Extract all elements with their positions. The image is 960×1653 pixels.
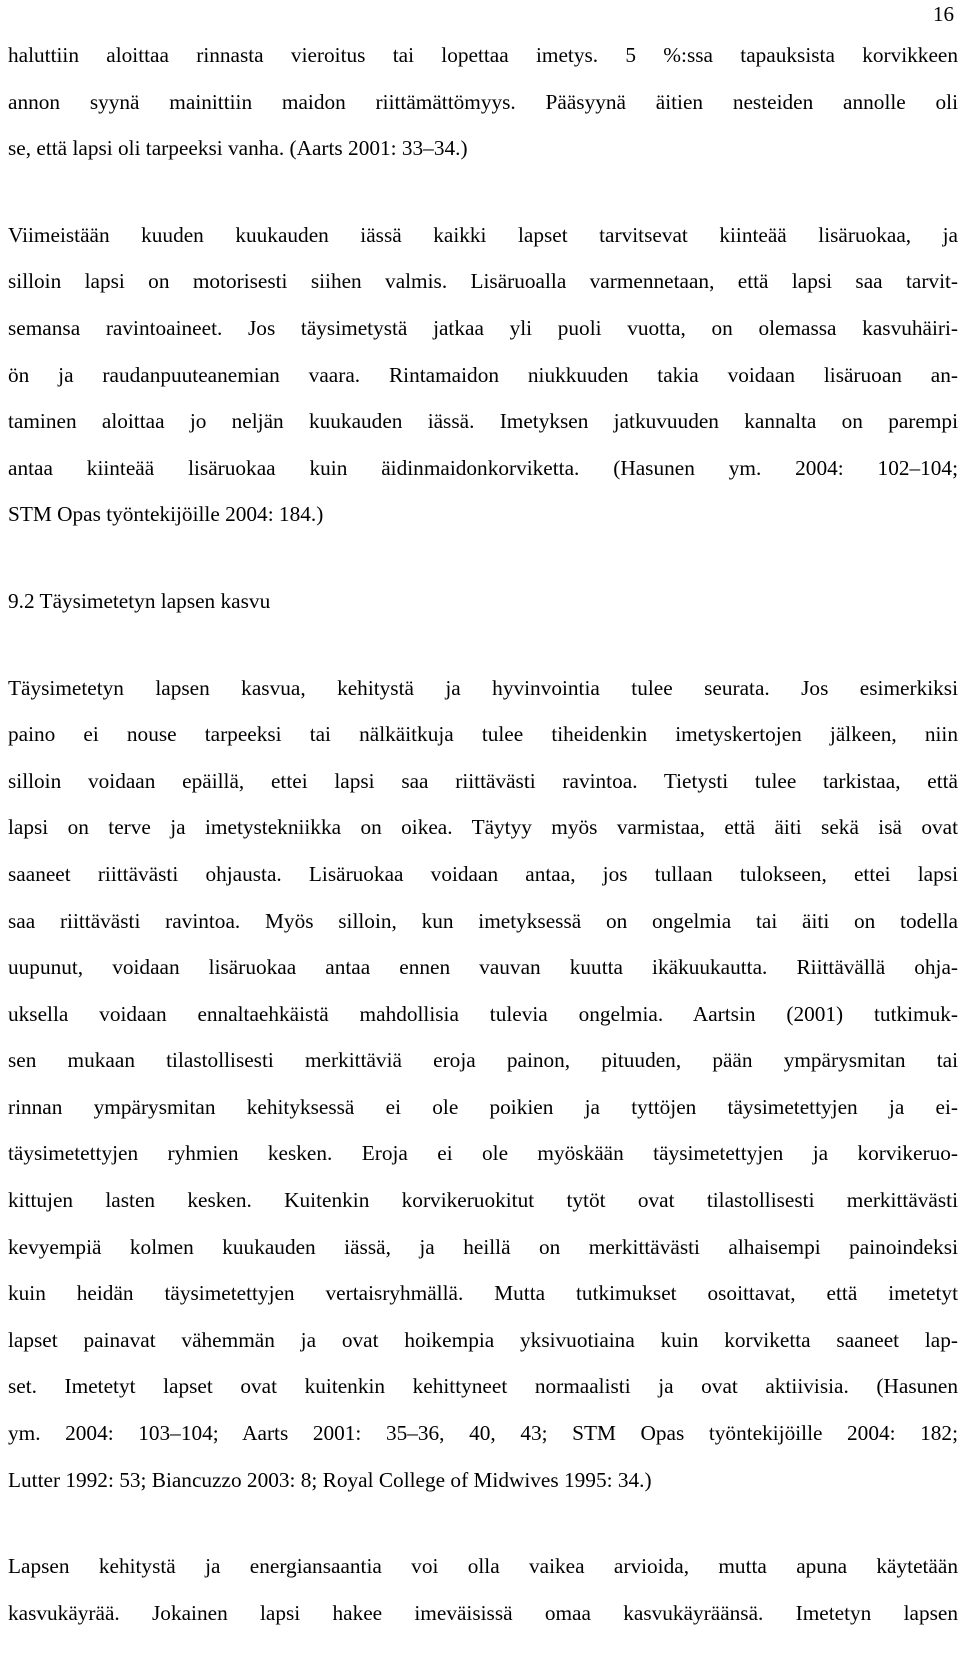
text-line: ym. 2004: 103–104; Aarts 2001: 35–36, 40, 43; STM Opas työntekijöille 2004: 182; bbox=[8, 1421, 958, 1446]
text-line: täysimetettyjen ryhmien kesken. Eroja ei ole myöskään täysimetettyjen ja korvikeruo- bbox=[8, 1141, 958, 1166]
text-line: kasvukäyrää. Jokainen lapsi hakee imeväisissä omaa kasvukäyräänsä. Imetetyn lapsen bbox=[8, 1600, 958, 1625]
text-line: kuin heidän täysimetettyjen vertaisryhmällä. Mutta tutkimukset osoittavat, että imetetyt bbox=[8, 1281, 958, 1306]
text-line: lapsi on terve ja imetystekniikka on oikea. Täytyy myös varmistaa, että äiti sekä isä ovat bbox=[8, 815, 958, 840]
text-line: haluttiin aloittaa rinnasta vieroitus tai lopettaa imetys. 5 %:ssa tapauksista korvikkeen bbox=[8, 43, 958, 67]
text-line: kittujen lasten kesken. Kuitenkin korvikeruokitut tytöt ovat tilastollisesti merkittävästi bbox=[8, 1188, 958, 1213]
text-line: set. Imetetyt lapset ovat kuitenkin kehittyneet normaalisti ja ovat aktiivisia. (Hasunen bbox=[8, 1374, 958, 1399]
document-body bbox=[8, 32, 958, 1636]
text-line: annon syynä mainittiin maidon riittämättömyys. Pääsyynä äitien nesteiden annolle oli bbox=[8, 89, 958, 114]
paragraph-spacer bbox=[8, 538, 958, 578]
text-line: uksella voidaan ennaltaehkäistä mahdollisia tulevia ongelmia. Aartsin (2001) tutkimuk- bbox=[8, 1001, 958, 1026]
text-line: sen mukaan tilastollisesti merkittäviä eroja painon, pituuden, pään ympärysmitan tai bbox=[8, 1048, 958, 1073]
text-line: semansa ravintoaineet. Jos täysimetystä jatkaa yli puoli vuotta, on olemassa kasvuhäiri- bbox=[8, 315, 958, 340]
paragraph-breastfeeding-reasons bbox=[8, 32, 958, 172]
text-line: silloin lapsi on motorisesti siihen valmis. Lisäruoalla varmennetaan, että lapsi saa tarvit- bbox=[8, 269, 958, 294]
text-line: uupunut, voidaan lisäruokaa antaa ennen vauvan kuutta ikäkuukautta. Riittävällä ohja- bbox=[8, 955, 958, 980]
text-line: Lapsen kehitystä ja energiansaantia voi olla vaikea arvioida, mutta apuna käytetään bbox=[8, 1554, 958, 1579]
paragraph-growth bbox=[8, 665, 958, 1504]
page-number: 16 bbox=[933, 2, 954, 26]
text-line: Täysimetetyn lapsen kasvua, kehitystä ja hyvinvointia tulee seurata. Jos esimerkiksi bbox=[8, 675, 958, 700]
text-line: taminen aloittaa jo neljän kuukauden iässä. Imetyksen jatkuvuuden kannalta on parempi bbox=[8, 409, 958, 434]
text-line: saa riittävästi ravintoa. Myös silloin, kun imetyksessä on ongelmia tai äiti on todella bbox=[8, 908, 958, 933]
text-line: rinnan ympärysmitan kehityksessä ei ole poikien ja tyttöjen täysimetettyjen ja ei- bbox=[8, 1094, 958, 1119]
text-line: saaneet riittävästi ohjausta. Lisäruokaa voidaan antaa, jos tullaan tulokseen, ettei lapsi bbox=[8, 861, 958, 886]
paragraph-spacer bbox=[8, 1503, 958, 1543]
paragraph-spacer bbox=[8, 625, 958, 665]
text-line: silloin voidaan epäillä, ettei lapsi saa riittävästi ravintoa. Tietysti tulee tarkistaa, että bbox=[8, 768, 958, 793]
section-heading: 9.2 Täysimetetyn lapsen kasvu bbox=[8, 588, 271, 613]
text-line: kevyempiä kolmen kuukauden iässä, ja heillä on merkittävästi alhaisempi painoindeksi bbox=[8, 1234, 958, 1259]
paragraph-development bbox=[8, 1543, 958, 1636]
text-line: ön ja raudanpuuteanemian vaara. Rintamaidon niukkuuden takia voidaan lisäruoan an- bbox=[8, 362, 958, 387]
paragraph-spacer bbox=[8, 172, 958, 212]
text-line: Viimeistään kuuden kuukauden iässä kaikki lapset tarvitsevat kiinteää lisäruokaa, ja bbox=[8, 222, 958, 247]
text-line: Lutter 1992: 53; Biancuzzo 2003: 8; Royal College of Midwives 1995: 34.) bbox=[8, 1467, 652, 1492]
text-line: paino ei nouse tarpeeksi tai nälkäitkuja tulee tiheidenkin imetyskertojen jälkeen, niin bbox=[8, 722, 958, 747]
paragraph-solid-food bbox=[8, 212, 958, 538]
text-line: antaa kiinteää lisäruokaa kuin äidinmaidonkorviketta. (Hasunen ym. 2004: 102–104; bbox=[8, 455, 958, 480]
text-line: STM Opas työntekijöille 2004: 184.) bbox=[8, 502, 324, 527]
text-line: se, että lapsi oli tarpeeksi vanha. (Aarts 2001: 33–34.) bbox=[8, 136, 468, 161]
text-line: lapset painavat vähemmän ja ovat hoikempia yksivuotiaina kuin korviketta saaneet lap- bbox=[8, 1327, 958, 1352]
